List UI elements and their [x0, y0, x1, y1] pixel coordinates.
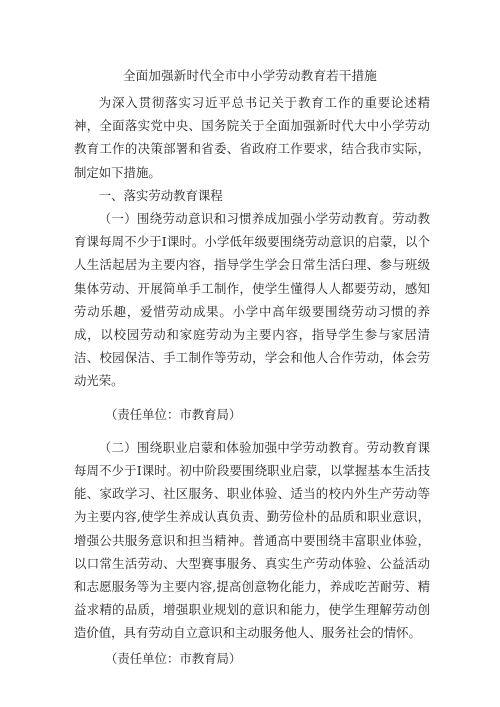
document-body	[74, 91, 430, 670]
intro-paragraph: 为深入贯彻落实习近平总书记关于教育工作的重要论述精神，全面落实党中央、国务院关于全面加强新时代大中小学劳动教育工作的决策部署和省委、省政府工作要求，结合我市实际，制定如下措施。	[74, 95, 430, 180]
document-title: 全面加强新时代全市中小学劳动教育若干措施	[122, 68, 377, 83]
responsibility-note-2: （责任单位：市教育局）	[105, 650, 242, 666]
item-paragraph-2: （二）围绕职业启蒙和体验加强中学劳动教育。劳动教育课每周不少于I课时。初中阶段要围绕职业启蒙，以掌握基本生活技能、家政学习、社区服务、职业体验、适当的校内外生产劳动等为主要内容,使学生养成认真负责、勤劳俭朴的品质和职业意识，增强公共服务意识和担当精神。普通高中要围绕丰富职业体验，以口常生活劳动、大型赛事服务、真实生产劳动体验、公益活动和志愿服务等为主要内容,提高创意物化能力，养成吃苦耐劳、精益求精的品质，增强职业规划的意识和能力，使学生理解劳动创造价值，具有劳动自立意识和主动服务他人、服务社会的情怀。	[74, 439, 430, 641]
item-paragraph-1: （一）围绕劳动意识和习惯养成加强小学劳动教育。劳动教育课每周不少于I课时。小学低年级要围绕劳动意识的启蒙，以个人生活起居为主要内容，指导学生学会日常生活臼理、参与班级集体劳动、开展简单手工制作，使学生懂得人人都要劳动，感知劳动乐趣，爱惜劳动成果。小学中高年级要围绕劳动习惯的养成，以校园劳动和家庭劳动为主要内容，指导学生参与家居清洁、校园保洁、手工制作等劳动，学会和他人合作劳动，体会劳动光荣。	[74, 211, 430, 389]
section-heading: 一、落实劳动教育课程	[98, 187, 223, 203]
responsibility-note-1: （责任单位：市教育局）	[105, 406, 242, 422]
